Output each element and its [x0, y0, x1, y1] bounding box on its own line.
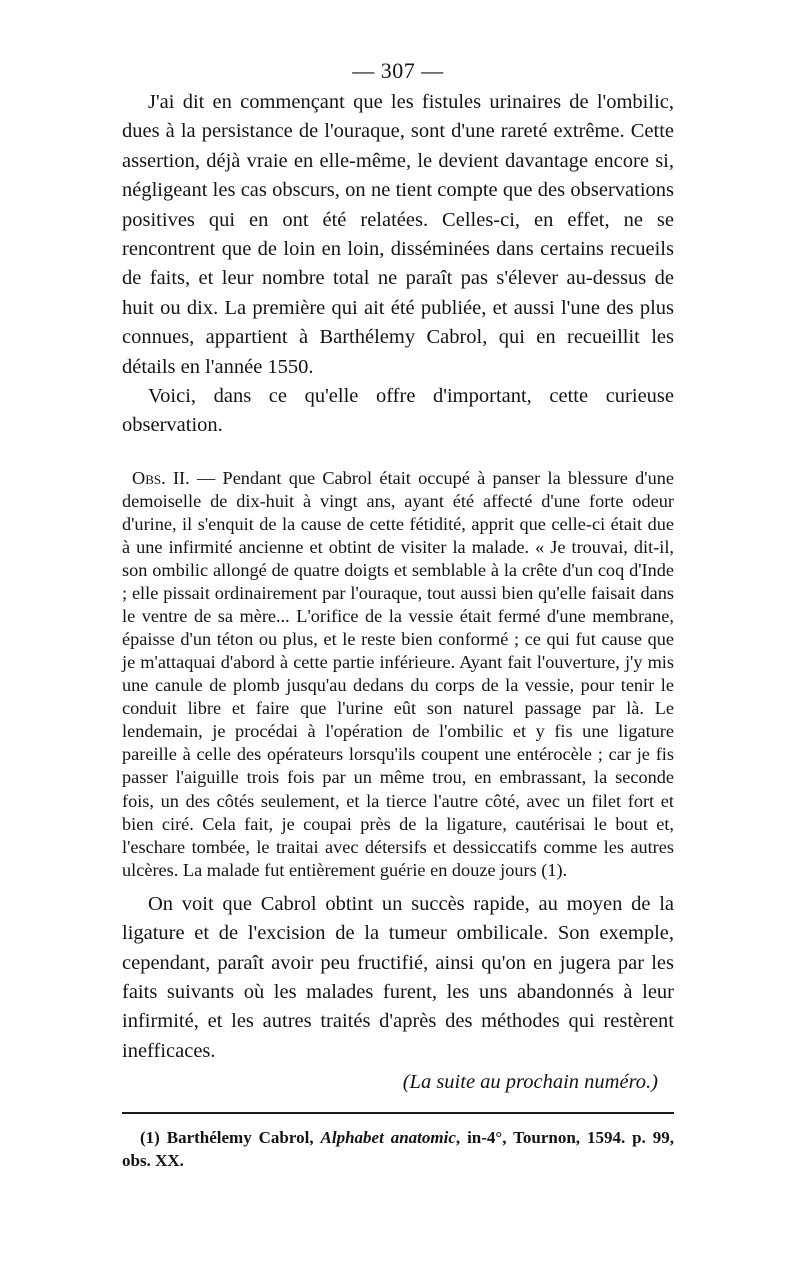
footnote [122, 1126, 674, 1172]
observation-text: — Pendant que Cabrol était occupé à panser la blessure d'une demoiselle de dix-huit à vingt ans, ayant été affecté d'une forte odeur d'urine, il s'enquit de la cause de cette fétidité, apprit que celle-ci était due à une infirmité ancienne et obtint de visiter la malade. « Je trouvai, dit-il, son ombilic allongé de quatre doigts et semblable à la crête d'un coq d'Inde ; elle pissait ordinairement par l'ouraque, tout aussi bien qu'elle faisait dans le ventre de sa mère... L'orifice de la vessie était fermé d'une membrane, épaisse d'un téton ou plus, et le reste bien conformé ; ce qui fut cause que je m'attaquai d'abord à cette partie inférieure. Ayant fait l'ouverture, j'y mis une canule de plomb jusqu'au dedans du corps de la vessie, pour tenir le conduit libre et faire que l'urine eût son naturel passage par là. Le lendemain, je procédai à l'opération de l'ombilic et y fis une ligature pareille à celle des opérateurs lorsqu'ils coupent une entérocèle ; car je fis passer l'aiguille trois fois par un même trou, en embrassant, la seconde fois, un des côtés seulement, et la tierce l'autre côté, avec un filet fort et bien ciré. Cela fait, je coupai près de la ligature, cautérisai le bout et, l'eschare tombée, le traitai avec détersifs et dessiccatifs comme les autres ulcères. La malade fut entièrement guérie en douze jours (1). [122, 467, 674, 880]
observation-block [122, 467, 674, 882]
page-number: — 307 — [352, 58, 444, 83]
book-page [122, 56, 674, 1172]
paragraph-conclusion: On voit que Cabrol obtint un succès rapide, au moyen de la ligature et de l'excision de la tumeur ombilicale. Son exemple, cependant, paraît avoir peu fructifié, ainsi qu'on en jugera par les faits suivants où les malades furent, les uns abandonnés à leur infirmité, et les autres traités d'après des méthodes qui restèrent inefficaces. [122, 892, 674, 1062]
paragraph-voici: Voici, dans ce qu'elle offre d'important, cette curieuse observation. [122, 385, 674, 437]
observation-label: Obs. II. [132, 467, 190, 488]
footnote-author: (1) Barthélemy Cabrol, [140, 1128, 321, 1148]
footnote-details: , in-4°, Tournon, 1594. p. 99, obs. XX. [122, 1128, 674, 1171]
footnote-rule [122, 1112, 674, 1114]
footnote-title: Alphabet anatomic [320, 1128, 456, 1148]
continued-note: (La suite au prochain numéro.) [402, 1071, 658, 1094]
paragraph-intro: J'ai dit en commençant que les fistules urinaires de l'ombilic, dues à la persistance de l'ouraque, sont d'une rareté extrême. Cette assertion, déjà vraie en elle-même, le devient davantage encore si, négligeant les cas obscurs, on ne tient compte que des observations positives qui en ont été relatées. Celles-ci, en effet, ne se rencontrent que de loin en loin, disséminées dans certains recueils de faits, et leur nombre total ne paraît pas s'élever au-dessus de huit ou dix. La première qui ait été publiée, et aussi l'une des plus connues, appartient à Barthélemy Cabrol, qui en recueillit les détails en l'année 1550. [122, 91, 674, 378]
